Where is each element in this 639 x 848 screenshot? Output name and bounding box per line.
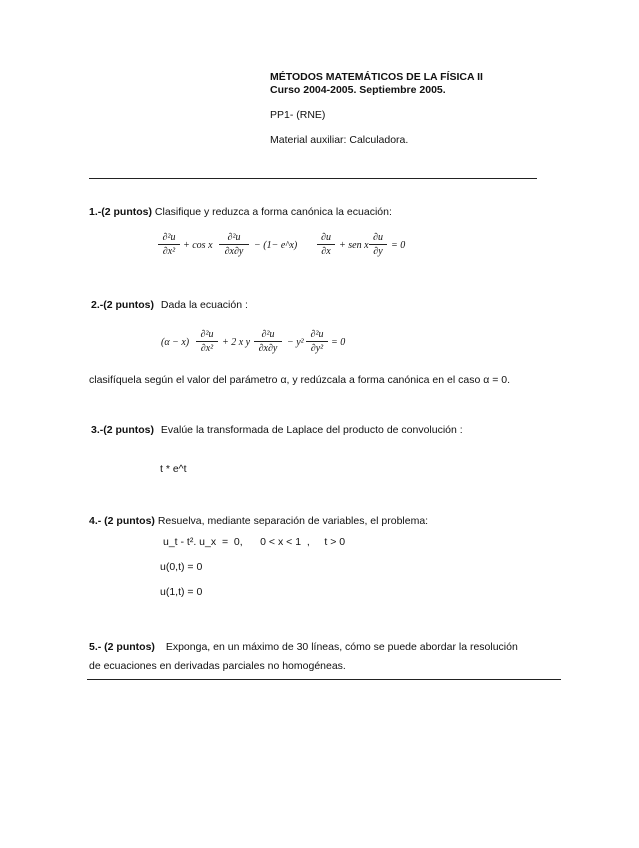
question-3-number: 3.-(2 puntos) [91,424,154,436]
question-2 [91,299,248,311]
question-4-text: Resuelva, mediante separación de variables, el problema: [157,515,429,527]
question-4-pde: u_t - t². u_x = 0, 0 < x < 1 , t > 0 [163,536,346,548]
auxiliary-material: Material auxiliar: Calculadora. [270,134,409,146]
q1-op1: + cos x [183,240,213,251]
q2-coef1: (α − x) [161,337,190,348]
question-2-text: Dada la ecuación : [160,299,248,311]
q1-term3: ∂u ∂x [317,232,335,257]
q1-op3: + sen x [339,240,369,251]
question-3-expression: t * e^t [160,463,187,475]
q1-term4: ∂u ∂y [369,232,387,257]
question-5-line-2: de ecuaciones en derivadas parciales no homogéneas. [89,660,346,672]
q2-term3: ∂²u ∂y² [306,329,328,354]
course-line: Curso 2004-2005. Septiembre 2005. [270,84,446,96]
question-3-text: Evalúe la transformada de Laplace del producto de convolución : [160,424,463,436]
question-4-number: 4.- (2 puntos) [89,515,155,527]
question-1-number: 1.-(2 puntos) [89,206,152,218]
header-divider [89,178,537,179]
question-1 [89,206,392,218]
question-5 [89,641,518,653]
q1-op2: − (1− e^x) [254,240,298,251]
question-4-boundary-2: u(1,t) = 0 [160,586,203,598]
question-4 [89,515,428,527]
q1-rhs: = 0 [391,240,406,251]
footer-divider [87,679,561,680]
q2-op1: + 2 x y [222,337,251,348]
question-4-boundary-1: u(0,t) = 0 [160,561,203,573]
question-5-line-1: Exponga, en un máximo de 30 líneas, cómo se puede abordar la resolución [165,641,518,653]
question-2-followup: clasifíquela según el valor del parámetro α, y redúzcala a forma canónica en el caso α = 0. [89,374,510,386]
document-title: MÉTODOS MATEMÁTICOS DE LA FÍSICA II [270,71,483,83]
q2-term2: ∂²u ∂x∂y [254,329,282,354]
exam-code: PP1- (RNE) [270,109,326,121]
q1-term1: ∂²u ∂x² [158,232,180,257]
question-2-number: 2.-(2 puntos) [91,299,154,311]
q2-term1: ∂²u ∂x² [196,329,218,354]
q1-term2: ∂²u ∂x∂y [219,232,249,257]
question-5-number: 5.- (2 puntos) [89,641,155,653]
q2-op2: − y² [287,337,304,348]
q2-rhs: = 0 [331,337,346,348]
question-1-text: Clasifique y reduzca a forma canónica la ecuación: [154,206,392,218]
question-3 [91,424,463,436]
